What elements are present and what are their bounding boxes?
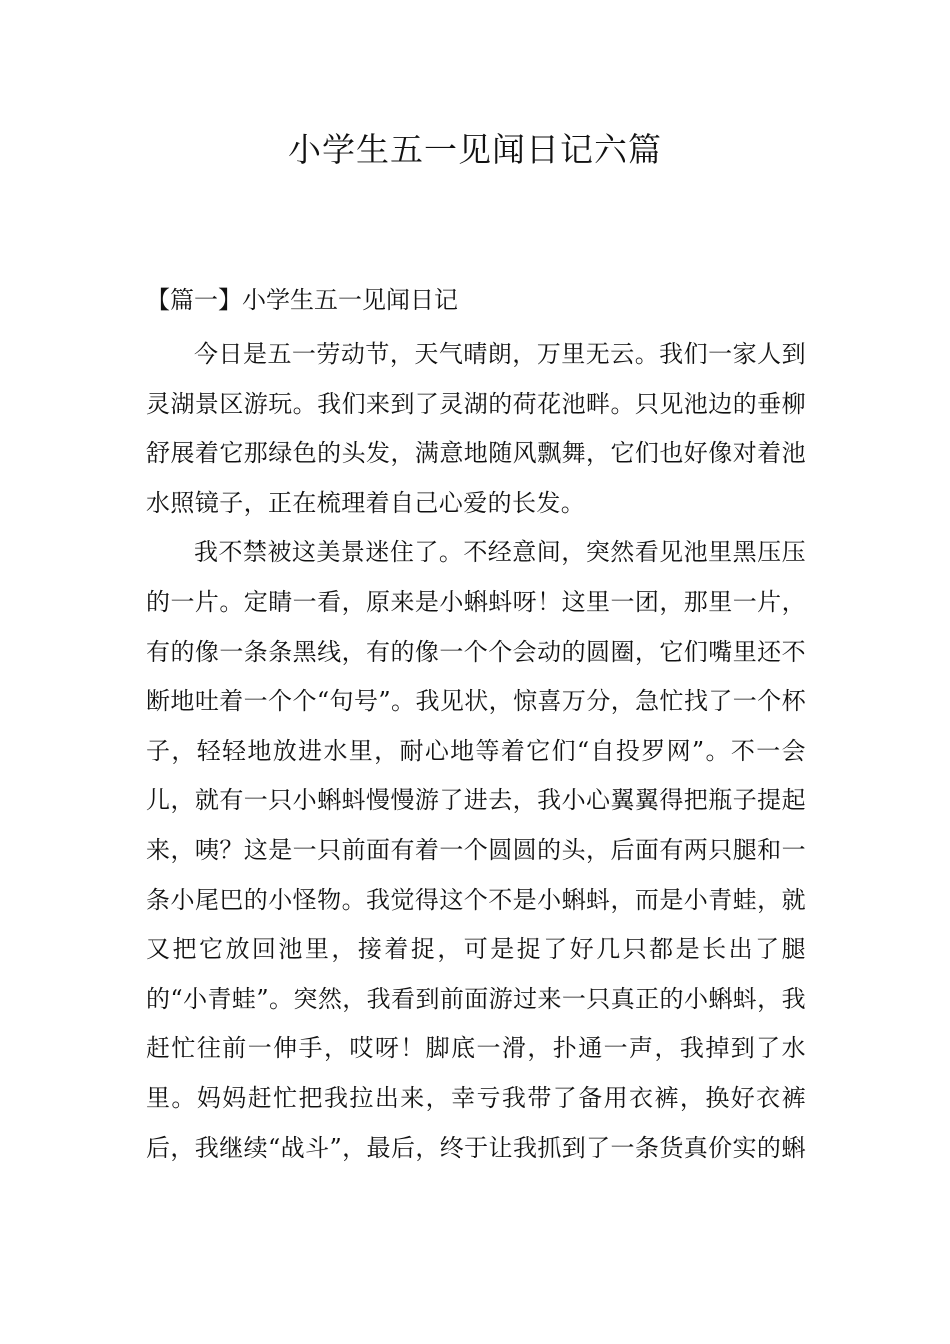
paragraph: 今日是五一劳动节，天气晴朗，万里无云。我们一家人到灵湖景区游玩。我们来到了灵湖的荷花池畔。只见池边的垂柳舒展着它那绿色的头发，满意地随风飘舞，它们也好像对着池水照镜子，正在梳理着自己心爱的长发。 — [146, 340, 806, 517]
document-title: 小学生五一见闻日记六篇 — [288, 130, 662, 169]
paragraph: 我不禁被这美景迷住了。不经意间，突然看见池里黑压压的一片。定睛一看，原来是小蝌蚪呀！这里一团，那里一片，有的像一条条黑线，有的像一个个会动的圆圈，它们嘴里还不断地吐着一个个“句号”。我见状，惊喜万分，急忙找了一个杯子，轻轻地放进水里，耐心地等着它们“自投罗网”。不一会儿，就有一只小蝌蚪慢慢游了进去，我小心翼翼得把瓶子提起来，咦？这是一只前面有着一个圆圆的头，后面有两只腿和一条小尾巴的小怪物。我觉得这个不是小蝌蚪，而是小青蛙，就又把它放回池里，接着捉，可是捉了好几只都是长出了腿的“小青蛙”。突然，我看到前面游过来一只真正的小蝌蚪，我赶忙往前一伸手，哎呀！脚底一滑，扑通一声，我掉到了水里。妈妈赶忙把我拉出来，幸亏我带了备用衣裤，换好衣裤后，我继续“战斗”，最后，终于让我抓到了一条货真价实的蝌 — [146, 538, 806, 1162]
document-body — [146, 330, 806, 1173]
section-heading: 【篇一】小学生五一见闻日记 — [146, 286, 458, 314]
